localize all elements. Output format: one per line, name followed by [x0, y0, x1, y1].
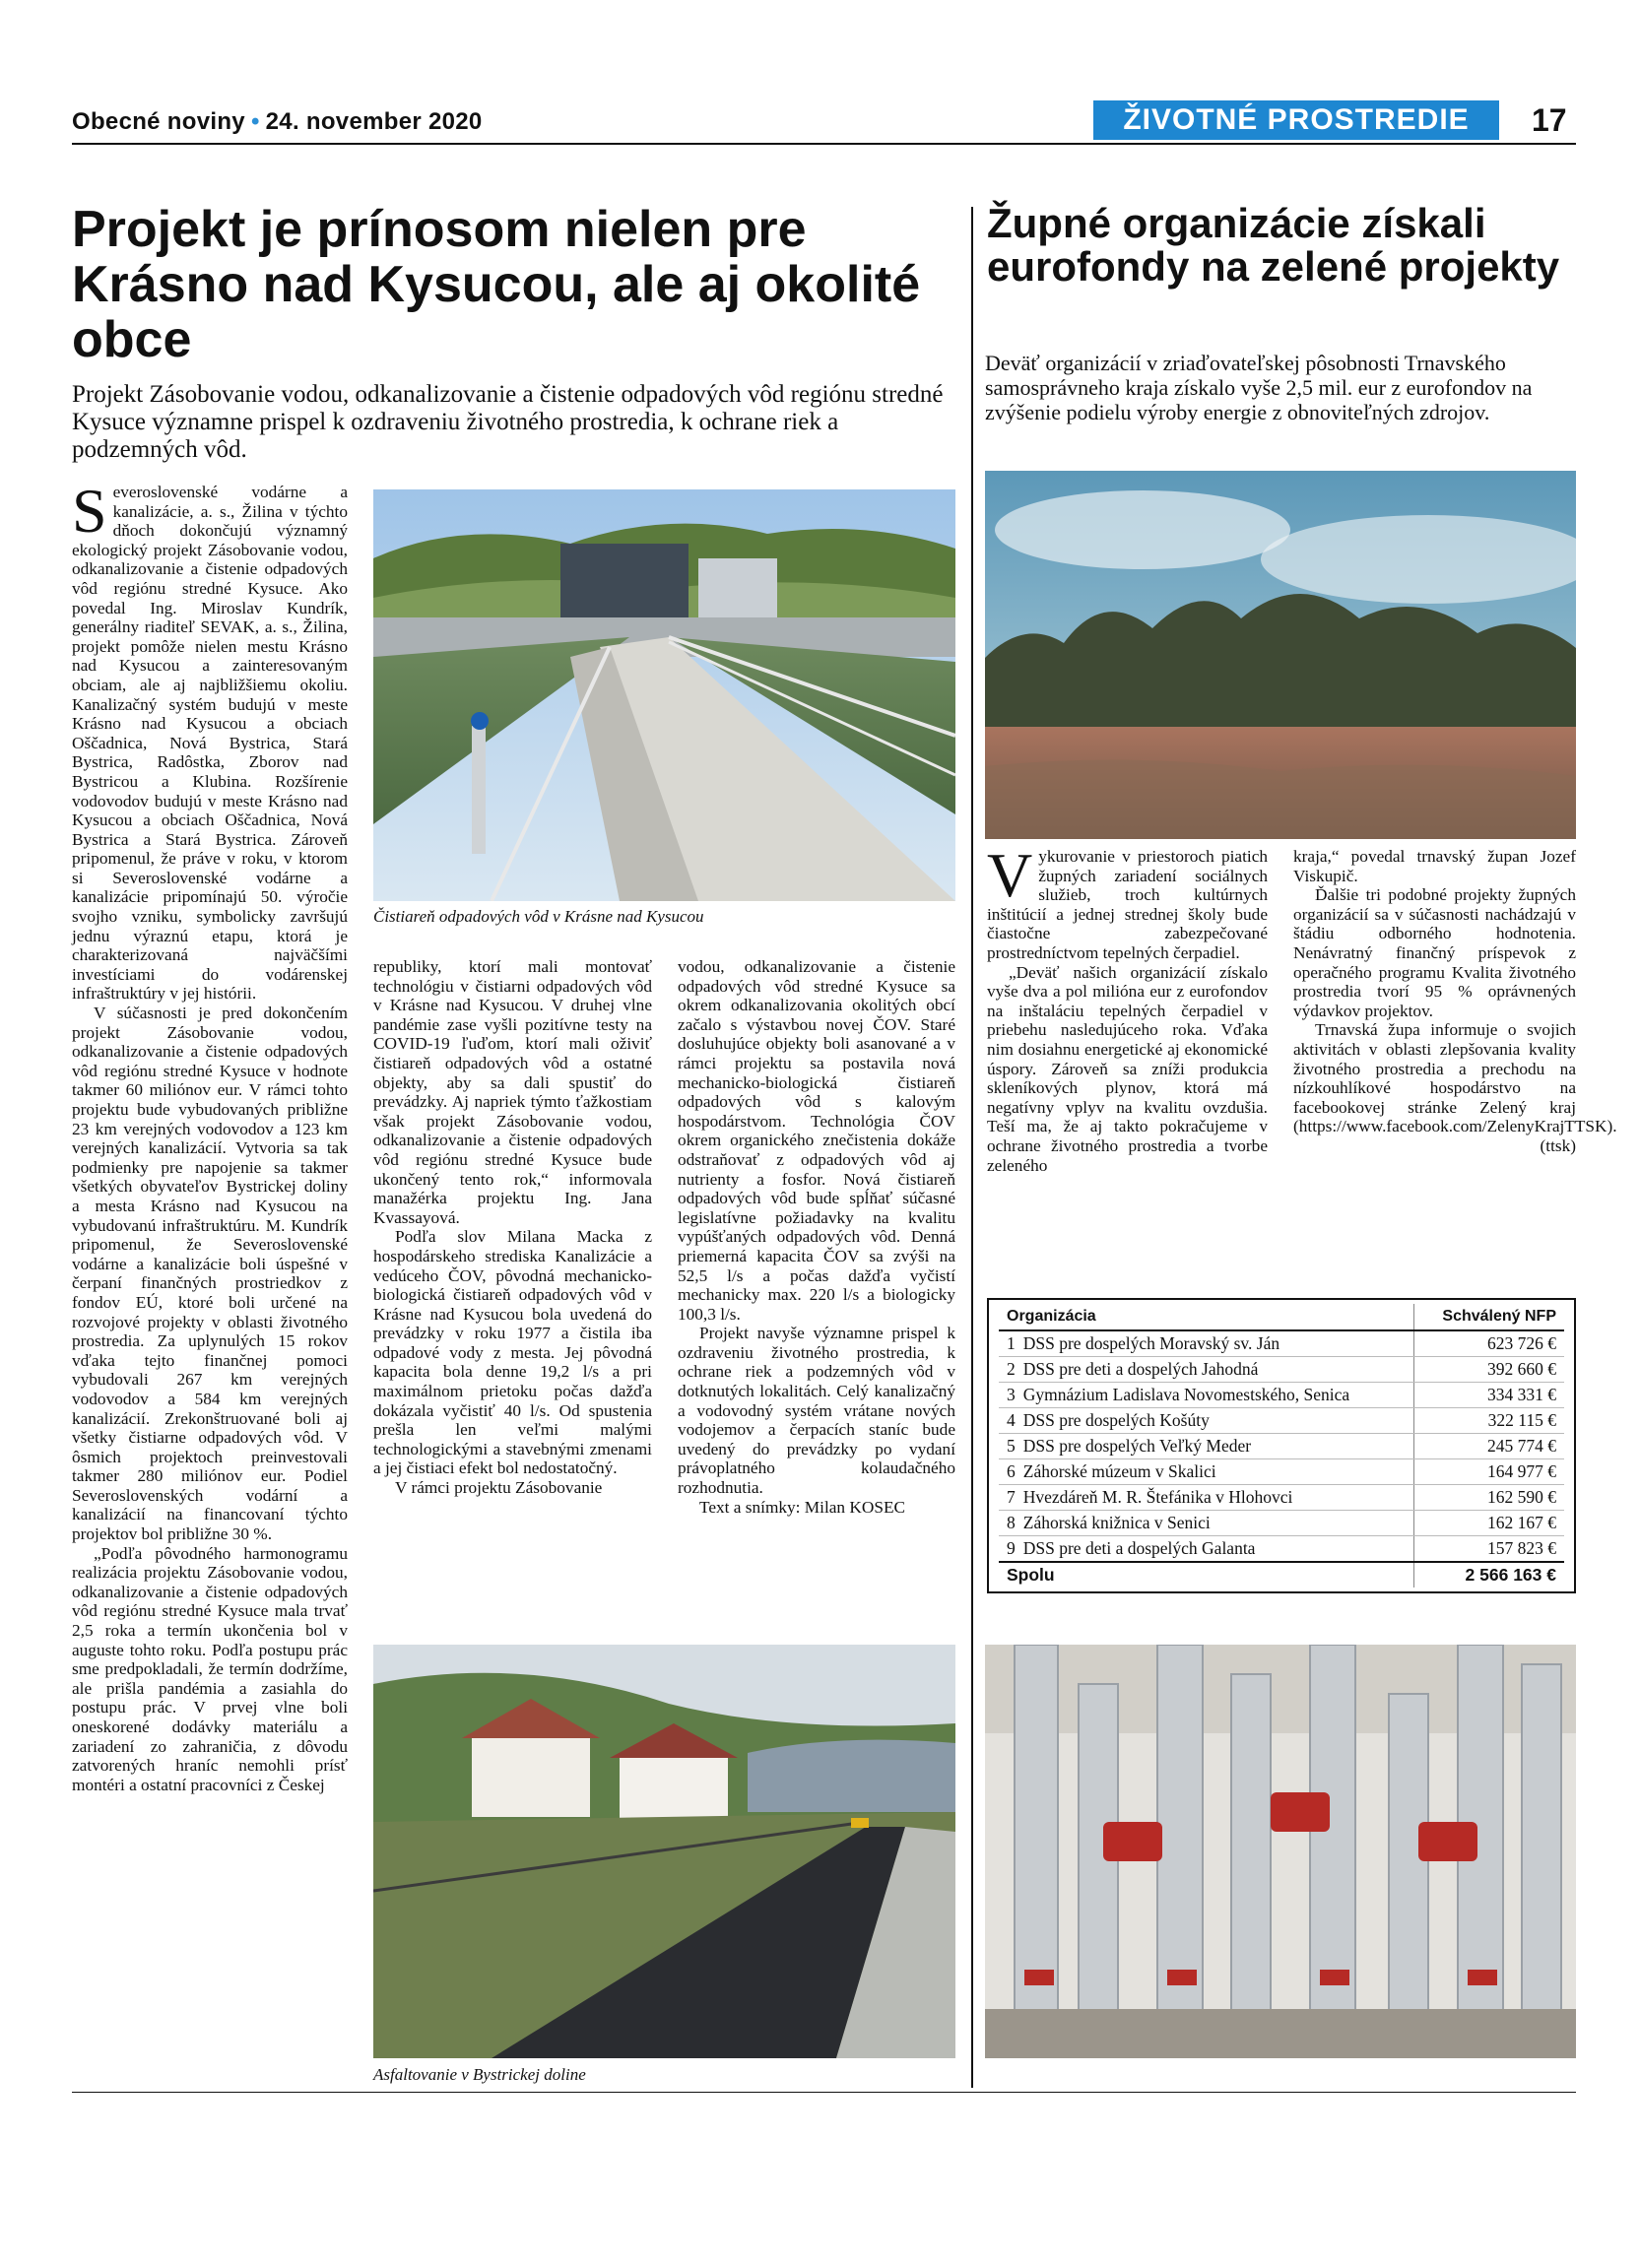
table-total-row: [999, 1562, 1564, 1588]
section-label: ŽIVOTNÉ PROSTREDIE: [1093, 100, 1499, 140]
nfp-value: 334 331 €: [1413, 1383, 1564, 1408]
article1-column-1: [72, 476, 348, 1794]
row-number: 3: [1007, 1385, 1016, 1404]
table-row: [999, 1536, 1564, 1563]
table-row: [999, 1459, 1564, 1485]
paragraph: V rámci projektu Zásobovanie: [395, 1478, 603, 1498]
paragraph: V súčasnosti je pred dokončením projekt Zásobovanie vodou, odkanalizovanie a čistenie odpadových vôd regiónu stredné Kysuce v hodnote takmer 60 miliónov eur. V rámci tohto projektu bude vybudovaných približne 23 km verejných vodovodov a 123 km verejných kanalizácií. Vytvoria sa tak podmienky pre napojenie sa takmer všetkých obyvateľov Bystrickej doliny a mesta Krásno nad Kysucou na vybudovanú infraštruktúru. M. Kundrík pripomenul, že Severoslovenské vodárne a kanalizácie boli úspešné v čerpaní finančných prostriedkov z fondov EÚ, ktoré boli určené na rozvojové projekty v oblasti životného prostredia. Za uplynulých 15 rokov vďaka tejto finančnej pomoci vybudovali 267 km verejných vodovodov a 584 km verejných kanalizácií. Zrekonštruované boli aj všetky čistiarne odpadových vôd. V ôsmich projektoch preinvestovali takmer 280 miliónov eur. Podiel Severoslovenských vodární a kanalizácií na financovaní týchto projektov bol približne 30 %.: [72, 1004, 348, 1544]
issue-date: 24. november 2020: [265, 108, 483, 135]
table-row: [999, 1511, 1564, 1536]
table-row: [999, 1408, 1564, 1434]
paragraph: republiky, ktorí mali montovať technológiu v čistiarni odpadových vôd v Krásne nad Kysucou. V druhej vlne pandémie zase vyšli pozitívne testy na COVID-19 ľuďom, ktorí mali oživiť čistiareň odpadových vôd a ostatné objekty, aby sa dali spustiť do prevádzky. Aj napriek týmto ťažkostiam však projekt Zásobovanie vodou, odkanalizovanie a čistenie odpadových vôd regiónu stredné Kysuce bude ukončený tento rok,“ informovala manažérka projektu Ing. Jana Kvassayová.: [373, 957, 652, 1227]
row-number: 4: [1007, 1410, 1016, 1430]
article2-column-2: [1293, 847, 1617, 1156]
table-row: [999, 1434, 1564, 1459]
organization-name: DSS pre dospelých Košúty: [1022, 1410, 1210, 1430]
table-row: [999, 1383, 1564, 1408]
signature: (ttsk): [1540, 1135, 1576, 1155]
article1-column-2: [373, 957, 652, 1498]
row-number: 7: [1007, 1487, 1016, 1507]
heat-pumps-image: [985, 1645, 1576, 2058]
organization-cell: [999, 1536, 1413, 1563]
column-divider: [971, 207, 973, 2088]
forest-image: [985, 471, 1576, 839]
organization-cell: [999, 1434, 1413, 1459]
separator-dot: •: [250, 108, 260, 135]
drop-cap: S: [72, 476, 107, 546]
paragraph: „Podľa pôvodného harmonogramu realizácia projektu Zásobovanie vodou, odkanalizovanie a čistenie odpadových vôd regiónu stredné Kysuce mala trvať 2,5 roka a termín ukončenia bol v auguste tohto roku. Podľa postupu prác sme predpokladali, že termín dodržíme, ale prišla pandémia a zasiahla do postupu prác. V prvej vlne boli oneskorené dodávky materiálu a zariadení zo zahraničia, z dôvodu zatvorených hraníc nemohli prísť montéri a ostatní pracovníci z Českej: [72, 1543, 348, 1794]
article1-lead: Projekt Zásobovanie vodou, odkanalizovanie a čistenie odpadových vôd regiónu stredné Kysuce významne prispel k ozdraveniu životného prostredia, k ochrane riek a podzemných vôd.: [72, 381, 944, 463]
treatment-plant-image: [373, 489, 955, 901]
table-row: [999, 1485, 1564, 1511]
caption-top: Čistiareň odpadových vôd v Krásne nad Kysucou: [373, 907, 704, 926]
paragraph: Trnavská župa informuje o svojich aktivitách v oblasti zlepšovania kvality životného prostredia a prechodu na nízkouhlíkové hospodárstvo na facebookovej stránke Zelený kraj (https://www.facebook.com/ZelenyKrajTTSK).: [1293, 1020, 1617, 1136]
total-label: Spolu: [999, 1562, 1413, 1588]
row-number: 5: [1007, 1436, 1016, 1456]
nfp-table: [999, 1304, 1564, 1588]
nfp-value: 322 115 €: [1413, 1408, 1564, 1434]
organization-cell: [999, 1408, 1413, 1434]
photo-heat-pumps: [985, 1645, 1576, 2058]
photo-road: [373, 1645, 955, 2058]
row-number: 9: [1007, 1538, 1016, 1558]
organization-name: Hvezdáreň M. R. Štefánika v Hlohovci: [1022, 1487, 1293, 1507]
paragraph: Projekt navyše významne prispel k ozdraveniu životného prostredia, k ochrane riek a podzemných vôd v dotknutých lokalitách. Celý kanalizačný a vodovodný systém vrátane nových vodojemov a čerpacích staníc bude uvedený do prevádzky po vydaní právoplatného kolaudačného rozhodnutia.: [678, 1324, 955, 1498]
column-header-organization: Organizácia: [999, 1304, 1413, 1330]
photo-treatment-plant: [373, 489, 955, 901]
nfp-value: 623 726 €: [1413, 1330, 1564, 1357]
paragraph: Podľa slov Milana Macka z hospodárskeho strediska Kanalizácie a vedúceho ČOV, pôvodná mechanicko-biologická čistiareň odpadových vôd v Krásne nad Kysucou bola uvedená do prevádzky v roku 1977 a čistila iba odpadové vody z mesta. Jej pôvodná kapacita bola denne 19,2 l/s a pri maximálnom prietoku počas dažďa dokázala vyčistiť 40 l/s. Od spustenia prešla len veľmi malými technologickými a stavebnými zmenami a jej čistiaci efekt bol nedostatočný.: [373, 1227, 652, 1478]
organization-name: DSS pre dospelých Veľký Meder: [1022, 1436, 1252, 1456]
article1-title: Projekt je prínosom nielen pre Krásno nad Kysucou, ale aj okolité obce: [72, 201, 921, 368]
caption-bottom: Asfaltovanie v Bystrickej doline: [373, 2065, 586, 2084]
nfp-value: 164 977 €: [1413, 1459, 1564, 1485]
table-row: [999, 1330, 1564, 1357]
organization-name: DSS pre deti a dospelých Jahodná: [1022, 1359, 1259, 1379]
paper-name: Obecné noviny: [72, 108, 245, 135]
photo-forest: [985, 471, 1576, 839]
article1-column-3: [678, 957, 955, 1517]
organization-cell: [999, 1485, 1413, 1511]
row-number: 8: [1007, 1513, 1016, 1532]
header-rule: [72, 143, 1576, 145]
road-image: [373, 1645, 955, 2058]
byline: Text a snímky: Milan KOSEC: [699, 1497, 906, 1517]
organization-cell: [999, 1357, 1413, 1383]
article2-lead: Deväť organizácií v zriaďovateľskej pôsobnosti Trnavského samosprávneho kraja získalo vyše 2,5 mil. eur z eurofondov na zvýšenie podielu výroby energie z obnoviteľných zdrojov.: [985, 351, 1533, 424]
drop-cap: V: [987, 840, 1033, 910]
article2-title: Župné organizácie získali eurofondy na zelené projekty: [987, 200, 1560, 290]
masthead: [72, 108, 483, 136]
nfp-value: 162 590 €: [1413, 1485, 1564, 1511]
article2-column-1: [987, 840, 1268, 1175]
organization-cell: [999, 1511, 1413, 1536]
organization-name: Gymnázium Ladislava Novomestského, Senica: [1022, 1385, 1350, 1404]
paragraph: kraja,“ povedal trnavský župan Jozef Viskupič.: [1293, 847, 1576, 885]
nfp-value: 392 660 €: [1413, 1357, 1564, 1383]
footer-rule: [72, 2092, 1576, 2093]
page-number: 17: [1532, 102, 1567, 138]
nfp-value: 162 167 €: [1413, 1511, 1564, 1536]
organization-cell: [999, 1330, 1413, 1357]
organization-name: DSS pre deti a dospelých Galanta: [1022, 1538, 1256, 1558]
row-number: 1: [1007, 1333, 1016, 1353]
nfp-value: 245 774 €: [1413, 1434, 1564, 1459]
column-header-nfp: Schválený NFP: [1413, 1304, 1564, 1330]
organization-name: Záhorské múzeum v Skalici: [1022, 1461, 1216, 1481]
paragraph: everoslovenské vodárne a kanalizácie, a. s., Žilina v týchto dňoch dokončujú významný ekologický projekt Zásobovanie vodou, odkanalizovanie a čistenie odpadových vôd regiónu stredné Kysuce. Ako povedal Ing. Miroslav Kundrík, generálny riaditeľ SEVAK, a. s., Žilina, projekt pomôže nielen mestu Krásno nad Kysucou a zainteresovaným obciam, ale aj najbližšiemu okoliu. Kanalizačný systém budujú v meste Krásno nad Kysucou a obciach Oščadnica, Nová Bystrica, Stará Bystrica, Radôstka, Zborov nad Bystricou a Klubina. Rozšírenie vodovodov budujú v meste Krásno nad Kysucou a obciach Oščadnica, Nová Bystrica a Stará Bystrica. Zároveň pripomenul, že práve v roku, v ktorom si Severoslovenské vodárne a kanalizácie pripomínajú 50. výročie svojho vzniku, symbolicky završujú jednu výraznú etapu, ktorá je charakterizovaná najväčšími investíciami do vodárenskej infraštruktúry v jej histórii.: [72, 483, 348, 1004]
paragraph: „Deväť našich organizácií získalo vyše dva a pol milióna eur z eurofondov na inštaláciu tepelných čerpadiel v priebehu nasledujúceho roka. Vďaka nim dosiahnu energetické aj ekonomické úspory. Zároveň sa zníži produkcia skleníkových plynov, ktorá má negatívny vplyv na kvalitu ovzdušia. Teší ma, že aj takto pokračujeme v ochrane životného prostredia a tvorbe zeleného: [987, 962, 1268, 1175]
paragraph: ykurovanie v priestoroch piatich župných zariadení sociálnych služieb, troch kultúrnych inštitúcií a jednej strednej školy bude čiastočne zabezpečované prostredníctvom tepelných čerpadiel.: [987, 847, 1268, 962]
table-header-row: [999, 1304, 1564, 1330]
paragraph: Ďalšie tri podobné projekty župných organizácií sa v súčasnosti nachádzajú v štádiu odborného hodnotenia. Nenávratný finančný príspevok z operačného programu Kvalita životného prostredia tvorí 95 % oprávnených výdavkov projektov.: [1293, 885, 1576, 1020]
nfp-value: 157 823 €: [1413, 1536, 1564, 1563]
organization-cell: [999, 1383, 1413, 1408]
nfp-table-box: [987, 1298, 1576, 1593]
organization-cell: [999, 1459, 1413, 1485]
organization-name: Záhorská knižnica v Senici: [1022, 1513, 1211, 1532]
organization-name: DSS pre dospelých Moravský sv. Ján: [1022, 1333, 1280, 1353]
table-row: [999, 1357, 1564, 1383]
row-number: 2: [1007, 1359, 1016, 1379]
paragraph: vodou, odkanalizovanie a čistenie odpadových vôd stredné Kysuce sa okrem odkanalizovania okolitých obcí začalo s výstavbou novej ČOV. Staré dosluhujúce objekty boli asanované a v rámci projektu sa postavila nová mechanicko-biologická čistiareň odpadových vôd s kalovým hospodárstvom. Technológia ČOV okrem organického znečistenia dokáže odstraňovať z odpadových vôd aj nutrienty a fosfor. Nová čistiareň odpadových vôd bude spĺňať súčasné legislatívne požiadavky na kvalitu vypúšťaných odpadových vôd. Denná priemerná kapacita ČOV sa zvýši na 52,5 l/s a počas dažďa vyčistí mechanicky max. 220 l/s a biologicky 100,3 l/s.: [678, 957, 955, 1324]
total-value: 2 566 163 €: [1413, 1562, 1564, 1588]
row-number: 6: [1007, 1461, 1016, 1481]
